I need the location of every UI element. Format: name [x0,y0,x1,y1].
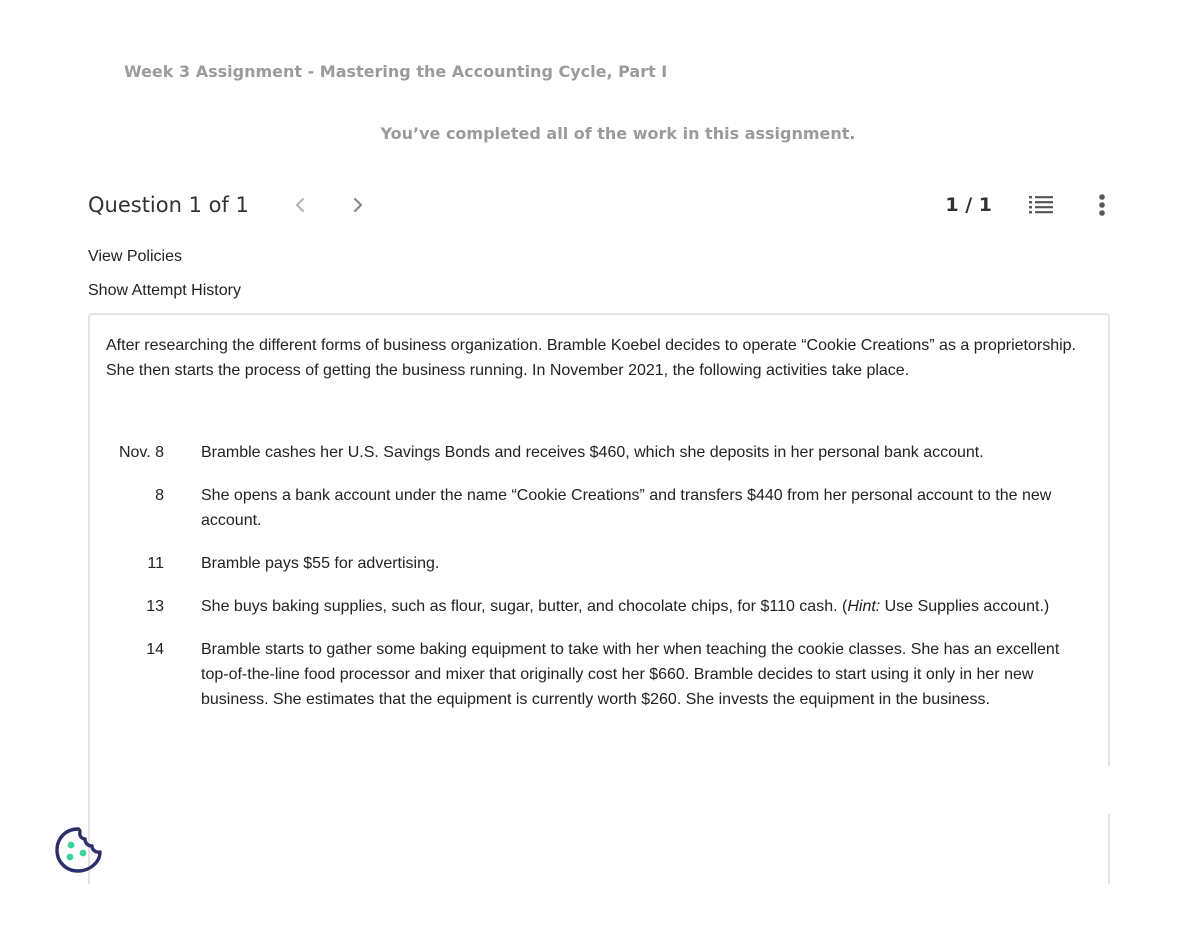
activity-text-part: She buys baking supplies, such as flour, sugar, butter, and chocolate chips, for $110 cash. ( [201,598,848,615]
list-item [100,551,1090,576]
activity-date: 14 [146,641,164,658]
activity-date: 11 [147,555,164,572]
problem-intro: After researching the different forms of business organization. Bramble Koebel decides to operate “Cookie Creations” as a proprietorship. She then starts the process of getting the business running. In November 2021, the following activities take place. [106,337,1076,379]
question-title: Question 1 of 1 [88,193,249,217]
chevron-right-icon [351,196,365,214]
activity-date: 13 [146,598,164,615]
list-item [100,637,1090,712]
list-item [100,594,1090,619]
activity-date: Nov. 8 [118,444,164,461]
more-vertical-icon [1098,193,1106,217]
more-options-button[interactable] [1092,190,1112,220]
view-policies-link[interactable]: View Policies [88,248,182,265]
list-icon [1028,194,1054,216]
list-item [100,483,1090,533]
hint-label: Hint: [847,598,881,615]
activity-text [201,594,1090,619]
cookie-icon [54,826,104,874]
activity-text: She opens a bank account under the name “Cookie Creations” and transfers $440 from her personal account to the new account. [201,487,1052,529]
show-attempt-history-link[interactable]: Show Attempt History [88,282,241,299]
assignment-title: Week 3 Assignment - Mastering the Accounting Cycle, Part I [124,62,668,81]
activity-text-part: Use Supplies account.) [880,598,1050,615]
question-count: 1 / 1 [945,194,992,216]
activity-list [100,440,1090,730]
activity-text: Bramble starts to gather some baking equipment to take with her when teaching the cookie classes. She has an excellent top-of-the-line food processor and mixer that originally cost her $660. Bramble decides to start using it only in her new business. She estimates that the equipment is currently worth $260. She invests the equipment in the business. [201,641,1060,708]
completion-status: You’ve completed all of the work in this assignment. [380,124,856,143]
activity-date: 8 [155,487,164,504]
list-item [100,440,1090,465]
cookie-settings-button[interactable] [54,826,104,874]
chevron-left-icon [293,196,307,214]
question-list-button[interactable] [1026,190,1056,220]
next-question-button[interactable] [345,192,371,218]
previous-question-button[interactable] [287,192,313,218]
activity-text: Bramble cashes her U.S. Savings Bonds and receives $460, which she deposits in her personal bank account. [201,444,984,461]
question-header [88,188,1112,222]
activity-text: Bramble pays $55 for advertising. [201,555,440,572]
